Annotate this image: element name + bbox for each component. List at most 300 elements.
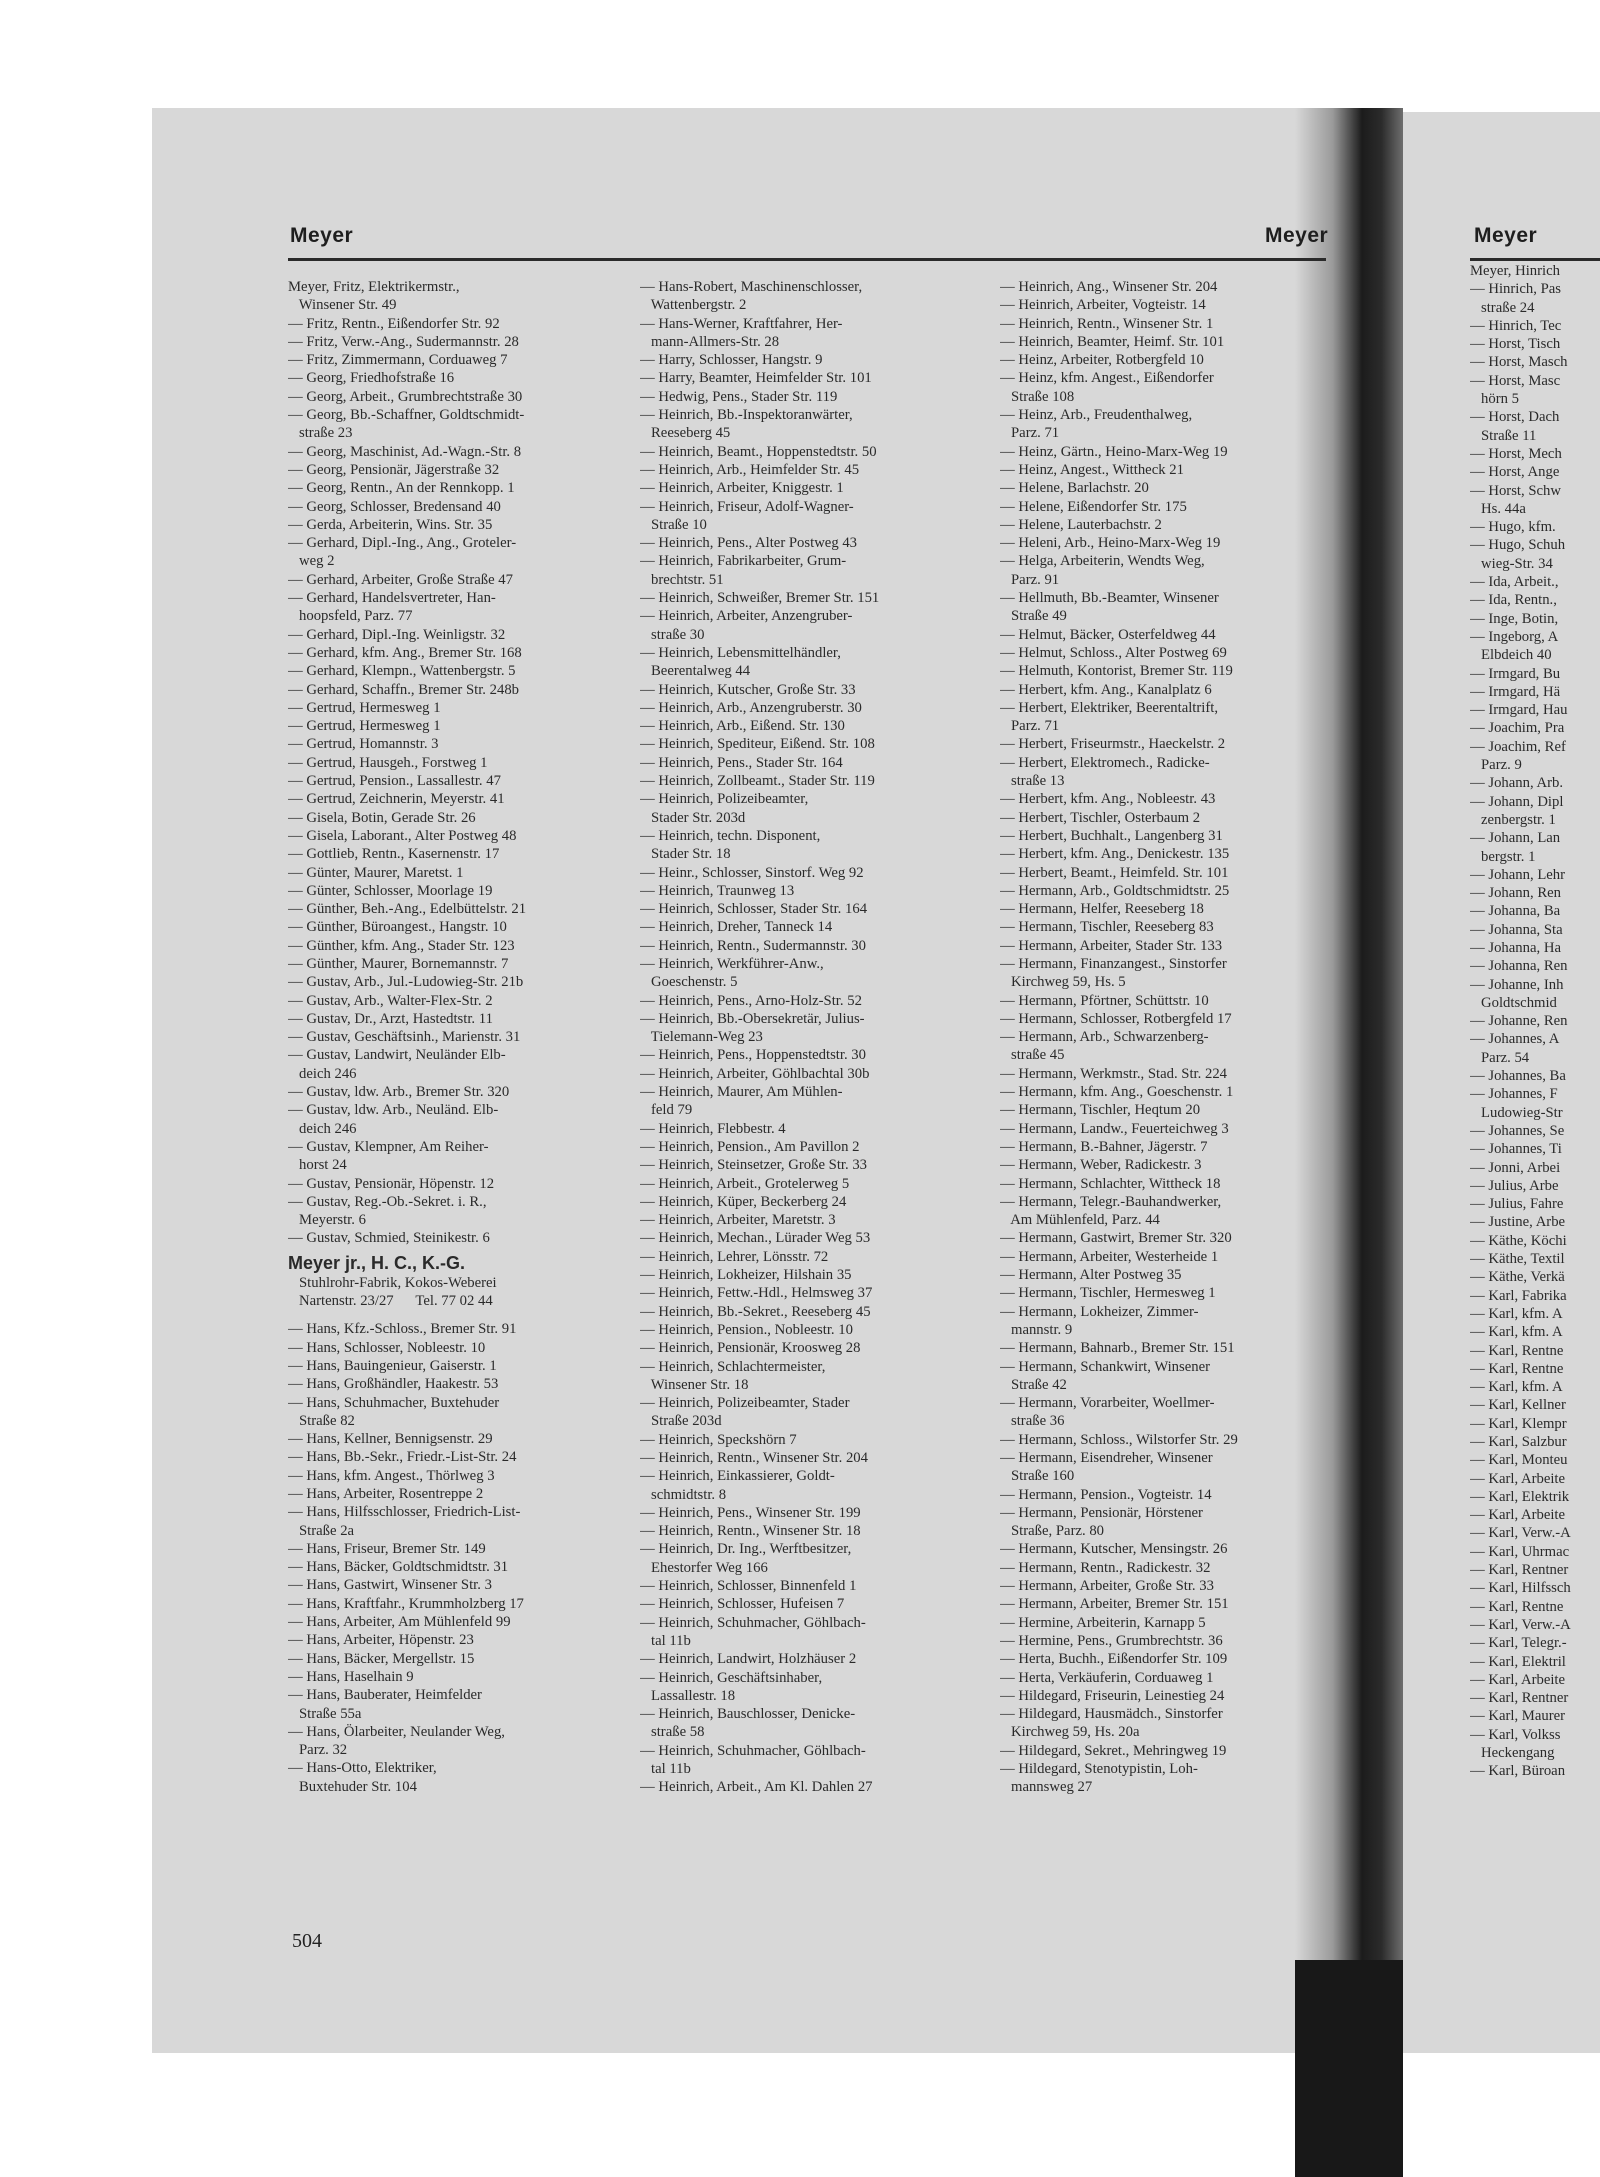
directory-entry: — Hermann, Arb., Goldtschmidtstr. 25 bbox=[1000, 882, 1230, 899]
directory-entry: — Hans, Hilfsschlosser, Friedrich-List- bbox=[288, 1504, 521, 1521]
directory-entry: — Hermann, Arbeiter, Westerheide 1 bbox=[1000, 1248, 1219, 1265]
directory-entry: — Hermann, Tischler, Reeseberg 83 bbox=[1000, 919, 1214, 936]
directory-entry: bergstr. 1 bbox=[1470, 848, 1536, 865]
directory-entry: — Heinrich, Rentn., Sudermannstr. 30 bbox=[640, 937, 866, 954]
section-gap bbox=[288, 1310, 618, 1320]
directory-entry: — Johanna, Ren bbox=[1470, 958, 1568, 975]
directory-entry: — Herta, Verkäuferin, Corduaweg 1 bbox=[1000, 1669, 1214, 1686]
directory-entry: — Günter, Maurer, Maretst. 1 bbox=[288, 864, 464, 881]
directory-entry: Straße 160 bbox=[1000, 1468, 1075, 1485]
directory-entry: — Horst, Dach bbox=[1470, 409, 1560, 426]
directory-entry: — Hildegard, Sekret., Mehringweg 19 bbox=[1000, 1742, 1227, 1759]
directory-entry: — Günther, Beh.-Ang., Edelbüttelstr. 21 bbox=[288, 901, 527, 918]
directory-entry: — Horst, Schw bbox=[1470, 482, 1561, 499]
directory-entry: — Gottlieb, Rentn., Kasernenstr. 17 bbox=[288, 846, 500, 863]
directory-entry: — Käthe, Textil bbox=[1470, 1251, 1565, 1268]
directory-entry: — Heinrich, Schlosser, Hufeisen 7 bbox=[640, 1596, 845, 1613]
directory-entry: — Hermann, Eisendreher, Winsener bbox=[1000, 1450, 1213, 1466]
directory-entry: — Heinrich, Zollbeamt., Stader Str. 119 bbox=[640, 773, 875, 790]
directory-entry: — Karl, Salzbur bbox=[1470, 1434, 1567, 1450]
directory-entry: — Gertrud, Hausgeh., Forstweg 1 bbox=[288, 754, 488, 771]
directory-entry: — Hermann, Helfer, Reeseberg 18 bbox=[1000, 901, 1204, 918]
directory-entry: — Hermann, Pförtner, Schüttstr. 10 bbox=[1000, 992, 1209, 1009]
directory-entry: Straße 82 bbox=[288, 1412, 355, 1429]
directory-entry: — Horst, Mech bbox=[1470, 445, 1562, 462]
directory-entry: horst 24 bbox=[288, 1157, 347, 1174]
directory-entry: — Gertrud, Pension., Lassallestr. 47 bbox=[288, 773, 501, 790]
directory-entry: — Hans, Kellner, Bennigsenstr. 29 bbox=[288, 1431, 493, 1448]
directory-entry: — Hans, Arbeiter, Höpenstr. 23 bbox=[288, 1632, 474, 1649]
directory-entry: — Johann, Dipl bbox=[1470, 793, 1564, 810]
directory-entry: Straße 2a bbox=[288, 1522, 355, 1539]
directory-entry: — Helmut, Schloss., Alter Postweg 69 bbox=[1000, 644, 1227, 661]
directory-entry: brechtstr. 51 bbox=[640, 571, 724, 588]
directory-entry: — Gustav, Dr., Arzt, Hastedtstr. 11 bbox=[288, 1010, 493, 1027]
directory-entry: — Heinrich, Beamter, Heimf. Str. 101 bbox=[1000, 333, 1225, 350]
directory-entry: — Hermann, Arbeiter, Große Str. 33 bbox=[1000, 1578, 1214, 1595]
directory-entry: — Gerhard, kfm. Ang., Bremer Str. 168 bbox=[288, 644, 522, 661]
directory-entry: — Heinrich, Schlosser, Binnenfeld 1 bbox=[640, 1578, 857, 1595]
directory-entry: — Julius, Arbe bbox=[1470, 1177, 1559, 1194]
directory-entry: — Heinrich, Fettw.-Hdl., Helmsweg 37 bbox=[640, 1285, 873, 1302]
directory-entry: — Karl, Rentner bbox=[1470, 1562, 1569, 1579]
directory-entry: — Karl, kfm. A bbox=[1470, 1324, 1563, 1341]
directory-entry: — Irmgard, Hau bbox=[1470, 702, 1568, 719]
directory-entry: — Johann, Lan bbox=[1470, 830, 1561, 847]
directory-entry: — Gerhard, Dipl.-Ing. Weinligstr. 32 bbox=[288, 626, 506, 643]
directory-entry: — Heinrich, Pensionär, Kroosweg 28 bbox=[640, 1340, 861, 1357]
directory-entry: — Karl, kfm. A bbox=[1470, 1305, 1563, 1322]
section-line-2: Nartenstr. 23/27 Tel. 77 02 44 bbox=[288, 1293, 493, 1310]
directory-entry: — Heinrich, Bb.-Inspektoranwärter, bbox=[640, 407, 853, 424]
directory-entry: — Heinrich, Schuhmacher, Göhlbach- bbox=[640, 1614, 866, 1631]
directory-entry: mannstr. 9 bbox=[1000, 1321, 1073, 1338]
directory-entry: — Heinrich, Flebbestr. 4 bbox=[640, 1120, 786, 1137]
directory-entry: — Hermann, Schankwirt, Winsener bbox=[1000, 1358, 1211, 1375]
directory-entry: — Karl, Büroan bbox=[1470, 1763, 1566, 1780]
directory-entry: — Hermann, Telegr.-Bauhandwerker, bbox=[1000, 1193, 1222, 1210]
directory-entry: straße 58 bbox=[640, 1724, 705, 1741]
directory-entry: — Johanne, Ren bbox=[1470, 1013, 1568, 1030]
directory-entry: — Hildegard, Friseurin, Leinestieg 24 bbox=[1000, 1687, 1225, 1704]
directory-entry: Parz. 71 bbox=[1000, 718, 1060, 735]
directory-entry: — Georg, Schlosser, Bredensand 40 bbox=[288, 498, 501, 515]
directory-entry: — Johann, Lehr bbox=[1470, 866, 1566, 883]
directory-entry: — Johannes, F bbox=[1470, 1086, 1558, 1103]
directory-entry: Kirchweg 59, Hs. 5 bbox=[1000, 974, 1126, 991]
directory-entry: tal 11b bbox=[640, 1632, 691, 1649]
directory-entry: Parz. 32 bbox=[288, 1742, 348, 1759]
directory-entry: — Heinrich, Küper, Beckerberg 24 bbox=[640, 1193, 847, 1210]
directory-entry: — Georg, Friedhofstraße 16 bbox=[288, 370, 455, 387]
directory-entry: — Hermann, Finanzangest., Sinstorfer bbox=[1000, 955, 1227, 972]
column-3 bbox=[1000, 278, 1330, 1797]
directory-entry: — Heinrich, Arbeiter, Göhlbachtal 30b bbox=[640, 1065, 870, 1082]
directory-entry: — Hinrich, Pas bbox=[1470, 281, 1561, 298]
directory-entry: — Karl, Verw.-A bbox=[1470, 1616, 1571, 1633]
directory-entry: — Georg, Pensionär, Jägerstraße 32 bbox=[288, 461, 500, 478]
directory-entry: — Heinrich, Spediteur, Eißend. Str. 108 bbox=[640, 736, 875, 753]
directory-entry: — Gustav, Arb., Walter-Flex-Str. 2 bbox=[288, 992, 493, 1009]
directory-entry: — Gerhard, Handelsvertreter, Han- bbox=[288, 590, 496, 607]
directory-entry: — Inge, Botin, bbox=[1470, 610, 1559, 627]
directory-entry: — Fritz, Verw.-Ang., Sudermannstr. 28 bbox=[288, 333, 519, 350]
directory-entry: — Hermine, Arbeiterin, Karnapp 5 bbox=[1000, 1614, 1206, 1631]
directory-entry: — Hermann, Arbeiter, Stader Str. 133 bbox=[1000, 937, 1223, 954]
directory-entry: — Fritz, Zimmermann, Corduaweg 7 bbox=[288, 352, 508, 369]
directory-entry: straße 30 bbox=[640, 626, 705, 643]
directory-entry: — Hermann, B.-Bahner, Jägerstr. 7 bbox=[1000, 1138, 1208, 1155]
directory-entry: — Irmgard, Hä bbox=[1470, 683, 1561, 700]
directory-entry: — Hermann, Tischler, Heqtum 20 bbox=[1000, 1102, 1201, 1119]
directory-entry: — Hermann, Landw., Feuerteichweg 3 bbox=[1000, 1120, 1229, 1137]
directory-entry: — Gerhard, Klempn., Wattenbergstr. 5 bbox=[288, 663, 516, 680]
directory-entry: — Heinrich, Dreher, Tanneck 14 bbox=[640, 919, 833, 936]
directory-entry: — Karl, Telegr.- bbox=[1470, 1635, 1567, 1652]
directory-entry: — Heinrich, Polizeibeamter, bbox=[640, 791, 809, 808]
directory-entry: — Johannes, Se bbox=[1470, 1122, 1565, 1139]
directory-entry: — Ida, Arbeit., bbox=[1470, 574, 1559, 591]
directory-entry: — Herbert, kfm. Ang., Kanalplatz 6 bbox=[1000, 681, 1212, 698]
directory-entry: — Heinrich, Arb., Heimfelder Str. 45 bbox=[640, 461, 860, 478]
directory-entry: — Johanne, Inh bbox=[1470, 976, 1564, 993]
directory-entry: — Heinrich, Bb.-Obersekretär, Julius- bbox=[640, 1010, 865, 1027]
directory-entry: — Günther, Büroangest., Hangstr. 10 bbox=[288, 919, 507, 936]
directory-entry: — Johann, Arb. bbox=[1470, 775, 1564, 792]
directory-entry: — Herbert, Friseurmstr., Haeckelstr. 2 bbox=[1000, 736, 1226, 753]
directory-entry: zenbergstr. 1 bbox=[1470, 811, 1556, 828]
directory-entry: Goldtschmid bbox=[1470, 994, 1557, 1011]
directory-entry: — Heinrich, Pens., Alter Postweg 43 bbox=[640, 535, 858, 552]
directory-entry: — Johannes, A bbox=[1470, 1031, 1560, 1048]
directory-entry: — Harry, Beamter, Heimfelder Str. 101 bbox=[640, 370, 872, 387]
directory-entry: hoopsfeld, Parz. 77 bbox=[288, 608, 413, 625]
directory-entry: Wattenbergstr. 2 bbox=[640, 297, 747, 314]
directory-entry: straße 23 bbox=[288, 425, 353, 442]
directory-entry: — Heinz, kfm. Angest., Eißendorfer bbox=[1000, 370, 1214, 387]
directory-entry: — Gustav, ldw. Arb., Bremer Str. 320 bbox=[288, 1084, 510, 1101]
directory-entry: — Karl, Hilfssch bbox=[1470, 1580, 1571, 1597]
directory-entry: — Heinrich, Mechan., Lürader Weg 53 bbox=[640, 1230, 871, 1247]
directory-entry: tal 11b bbox=[640, 1761, 691, 1778]
directory-entry: — Hans, kfm. Angest., Thörlweg 3 bbox=[288, 1467, 495, 1484]
directory-entry: — Karl, Volkss bbox=[1470, 1726, 1561, 1743]
directory-entry: — Johanna, Sta bbox=[1470, 921, 1563, 938]
directory-entry: Beerentalweg 44 bbox=[640, 663, 751, 680]
directory-entry: — Hans, Bauingenieur, Gaiserstr. 1 bbox=[288, 1357, 497, 1374]
directory-entry: Kirchweg 59, Hs. 20a bbox=[1000, 1724, 1140, 1741]
directory-entry: Ludowieg-Str bbox=[1470, 1104, 1563, 1121]
directory-entry: — Hans, Bauberater, Heimfelder bbox=[288, 1687, 482, 1704]
directory-entry: — Karl, kfm. A bbox=[1470, 1379, 1563, 1396]
directory-entry: — Hermann, Rentn., Radickestr. 32 bbox=[1000, 1559, 1211, 1576]
directory-entry: — Heinrich, Bauschlosser, Denicke- bbox=[640, 1706, 856, 1723]
running-header-left: Meyer bbox=[290, 224, 354, 247]
directory-entry: — Hans-Robert, Maschinenschlosser, bbox=[640, 279, 863, 295]
directory-entry: — Gerhard, Arbeiter, Große Straße 47 bbox=[288, 571, 513, 588]
directory-entry: — Heinr., Schlosser, Sinstorf. Weg 92 bbox=[640, 864, 864, 881]
directory-entry: — Heinrich, Speckshörn 7 bbox=[640, 1431, 797, 1448]
directory-entry: — Johannes, Ti bbox=[1470, 1141, 1562, 1158]
directory-entry: — Irmgard, Bu bbox=[1470, 665, 1561, 682]
directory-entry: — Hermann, Arbeiter, Bremer Str. 151 bbox=[1000, 1596, 1229, 1613]
directory-entry: — Heinrich, Beamt., Hoppenstedtstr. 50 bbox=[640, 443, 877, 460]
directory-entry: — Heinrich, Friseur, Adolf-Wagner- bbox=[640, 498, 854, 515]
directory-entry: — Herta, Buchh., Eißendorfer Str. 109 bbox=[1000, 1651, 1228, 1668]
column-2 bbox=[640, 278, 980, 1797]
directory-entry: — Hans, Kraftfahr., Krummholzberg 17 bbox=[288, 1595, 524, 1612]
directory-entry: — Hermann, Vorarbeiter, Woellmer- bbox=[1000, 1395, 1215, 1412]
directory-entry: — Justine, Arbe bbox=[1470, 1214, 1566, 1231]
directory-entry: Straße, Parz. 80 bbox=[1000, 1523, 1105, 1540]
directory-entry: — Horst, Masch bbox=[1470, 354, 1568, 371]
next-page-column bbox=[1470, 262, 1600, 1781]
directory-entry: — Hermann, Alter Postweg 35 bbox=[1000, 1267, 1182, 1284]
directory-entry: — Hermann, Werkmstr., Stad. Str. 224 bbox=[1000, 1065, 1228, 1082]
directory-entry: — Heinrich, Fabrikarbeiter, Grum- bbox=[640, 553, 847, 570]
header-rule bbox=[288, 258, 1326, 261]
directory-entry: Parz. 91 bbox=[1000, 571, 1060, 588]
directory-entry: Straße 11 bbox=[1470, 427, 1537, 444]
directory-entry: Hs. 44a bbox=[1470, 500, 1526, 517]
directory-entry: — Horst, Masc bbox=[1470, 372, 1561, 389]
directory-entry: — Georg, Rentn., An der Rennkopp. 1 bbox=[288, 480, 515, 497]
directory-entry: straße 24 bbox=[1470, 299, 1535, 316]
directory-entry: — Heinrich, Arbeit., Am Kl. Dahlen 27 bbox=[640, 1779, 873, 1796]
directory-entry: — Heinrich, Ang., Winsener Str. 204 bbox=[1000, 279, 1218, 295]
directory-entry: — Heinrich, Rentn., Winsener Str. 204 bbox=[640, 1450, 868, 1466]
directory-entry: — Karl, Monteu bbox=[1470, 1452, 1568, 1469]
directory-entry: — Herbert, kfm. Ang., Nobleestr. 43 bbox=[1000, 791, 1216, 808]
directory-entry: — Hermann, Pension., Vogteistr. 14 bbox=[1000, 1486, 1212, 1503]
directory-entry: Meyer, Hinrich bbox=[1470, 263, 1560, 279]
directory-entry: — Heinrich, Arbeit., Grotelerweg 5 bbox=[640, 1175, 850, 1192]
directory-entry: — Heinrich, Kutscher, Große Str. 33 bbox=[640, 681, 856, 698]
directory-entry: — Gerhard, Dipl.-Ing., Ang., Groteler- bbox=[288, 535, 517, 552]
directory-entry: — Heinrich, Rentn., Winsener Str. 18 bbox=[640, 1523, 861, 1540]
directory-entry: — Hinrich, Tec bbox=[1470, 317, 1562, 334]
directory-entry: Reeseberg 45 bbox=[640, 425, 731, 442]
directory-entry: — Karl, Rentne bbox=[1470, 1342, 1564, 1359]
directory-entry: — Heinrich, Arbeiter, Kniggestr. 1 bbox=[640, 480, 844, 497]
directory-entry: — Herbert, kfm. Ang., Denickestr. 135 bbox=[1000, 846, 1230, 863]
directory-entry: Straße 49 bbox=[1000, 608, 1067, 625]
directory-entry: — Hans, Großhändler, Haakestr. 53 bbox=[288, 1376, 499, 1393]
directory-entry: — Karl, Uhrmac bbox=[1470, 1543, 1570, 1560]
directory-entry: — Hildegard, Hausmädch., Sinstorfer bbox=[1000, 1706, 1223, 1723]
next-page-header-rule bbox=[1470, 258, 1600, 261]
directory-entry: — Heinrich, Schlosser, Stader Str. 164 bbox=[640, 901, 868, 918]
directory-entry: Goeschenstr. 5 bbox=[640, 974, 738, 991]
directory-entry: — Ida, Rentn., bbox=[1470, 592, 1557, 609]
directory-entry: — Hans, Schlosser, Nobleestr. 10 bbox=[288, 1339, 486, 1356]
directory-entry: — Gustav, Schmied, Steinikestr. 6 bbox=[288, 1230, 490, 1247]
directory-entry: — Gertrud, Homannstr. 3 bbox=[288, 736, 439, 753]
directory-entry: — Gustav, Landwirt, Neuländer Elb- bbox=[288, 1047, 506, 1064]
directory-entry: — Hedwig, Pens., Stader Str. 119 bbox=[640, 388, 838, 405]
directory-entry: — Hans, Bäcker, Mergellstr. 15 bbox=[288, 1650, 475, 1667]
directory-entry: — Herbert, Tischler, Osterbaum 2 bbox=[1000, 809, 1201, 826]
directory-entry: schmidtstr. 8 bbox=[640, 1486, 727, 1503]
directory-entry: — Hans, Ölarbeiter, Neulander Weg, bbox=[288, 1723, 505, 1740]
directory-entry: — Hans, Kfz.-Schloss., Bremer Str. 91 bbox=[288, 1321, 517, 1338]
directory-entry: — Helene, Lauterbachstr. 2 bbox=[1000, 516, 1162, 533]
directory-entry: — Karl, Klempr bbox=[1470, 1415, 1567, 1432]
directory-entry: — Heinrich, Pens., Winsener Str. 199 bbox=[640, 1504, 861, 1521]
directory-entry: — Gisela, Botin, Gerade Str. 26 bbox=[288, 809, 476, 826]
directory-entry: — Käthe, Köchi bbox=[1470, 1232, 1567, 1249]
directory-entry: — Heinrich, Maurer, Am Mühlen- bbox=[640, 1084, 843, 1101]
directory-entry: — Helene, Barlachstr. 20 bbox=[1000, 480, 1149, 497]
directory-entry: — Karl, Arbeite bbox=[1470, 1470, 1566, 1487]
running-header-right: Meyer bbox=[1265, 224, 1329, 247]
directory-entry: — Heinrich, Lehrer, Lönsstr. 72 bbox=[640, 1248, 829, 1265]
directory-entry: hörn 5 bbox=[1470, 391, 1519, 408]
directory-entry: — Heinrich, Schlachtermeister, bbox=[640, 1358, 826, 1375]
directory-entry: — Heinrich, Schuhmacher, Göhlbach- bbox=[640, 1742, 866, 1759]
directory-entry: Parz. 71 bbox=[1000, 425, 1060, 442]
directory-entry: — Karl, Fabrika bbox=[1470, 1287, 1567, 1304]
directory-entry: Am Mühlenfeld, Parz. 44 bbox=[1000, 1212, 1160, 1229]
directory-entry: — Heinrich, Pension., Am Pavillon 2 bbox=[640, 1138, 860, 1155]
directory-entry: — Julius, Fahre bbox=[1470, 1196, 1564, 1213]
directory-entry: — Heinrich, Lebensmittelhändler, bbox=[640, 644, 841, 661]
directory-entry: — Heinrich, techn. Disponent, bbox=[640, 827, 821, 844]
directory-entry: — Joachim, Pra bbox=[1470, 720, 1565, 737]
directory-entry: — Hans, Bb.-Sekr., Friedr.-List-Str. 24 bbox=[288, 1449, 517, 1466]
directory-entry: Stader Str. 18 bbox=[640, 846, 731, 863]
directory-entry: — Heinrich, Werkführer-Anw., bbox=[640, 955, 824, 972]
directory-entry: straße 45 bbox=[1000, 1047, 1065, 1064]
directory-entry: — Gustav, Pensionär, Höpenstr. 12 bbox=[288, 1175, 495, 1192]
directory-entry: — Heinrich, Landwirt, Holzhäuser 2 bbox=[640, 1651, 857, 1668]
directory-entry: — Heinz, Angest., Wittheck 21 bbox=[1000, 461, 1184, 478]
directory-entry: — Hermann, Gastwirt, Bremer Str. 320 bbox=[1000, 1230, 1232, 1247]
directory-entry: — Hans, Schuhmacher, Buxtehuder bbox=[288, 1394, 500, 1411]
directory-entry: — Gertrud, Zeichnerin, Meyerstr. 41 bbox=[288, 791, 505, 808]
directory-entry: Lassallestr. 18 bbox=[640, 1687, 736, 1704]
directory-entry: — Heinrich, Pens., Stader Str. 164 bbox=[640, 754, 843, 771]
directory-entry: — Horst, Tisch bbox=[1470, 336, 1561, 353]
directory-entry: — Karl, Arbeite bbox=[1470, 1671, 1566, 1688]
directory-entry: — Hermann, Schlachter, Wittheck 18 bbox=[1000, 1175, 1221, 1192]
directory-entry: — Hildegard, Stenotypistin, Loh- bbox=[1000, 1761, 1198, 1778]
directory-entry: — Gertrud, Hermesweg 1 bbox=[288, 699, 441, 716]
directory-entry: — Harry, Schlosser, Hangstr. 9 bbox=[640, 352, 823, 369]
column-1 bbox=[288, 278, 618, 1796]
directory-entry: — Heinrich, Geschäftsinhaber, bbox=[640, 1669, 823, 1686]
directory-entry: deich 246 bbox=[288, 1065, 357, 1082]
directory-entry: — Heinrich, Polizeibeamter, Stader bbox=[640, 1395, 850, 1412]
directory-entry: — Heinrich, Rentn., Winsener Str. 1 bbox=[1000, 315, 1214, 332]
directory-entry: wieg-Str. 34 bbox=[1470, 555, 1553, 572]
directory-entry: Buxtehuder Str. 104 bbox=[288, 1778, 417, 1795]
book-spine-bottom bbox=[1295, 1960, 1403, 2177]
directory-entry: — Georg, Maschinist, Ad.-Wagn.-Str. 8 bbox=[288, 443, 522, 460]
directory-entry: — Hugo, Schuh bbox=[1470, 537, 1566, 554]
directory-entry: — Joachim, Ref bbox=[1470, 738, 1566, 755]
directory-entry: — Helene, Eißendorfer Str. 175 bbox=[1000, 498, 1187, 515]
directory-entry: — Hans-Werner, Kraftfahrer, Her- bbox=[640, 315, 843, 332]
directory-entry: — Hans, Bäcker, Goldtschmidtstr. 31 bbox=[288, 1559, 509, 1576]
directory-entry: — Heinrich, Schweißer, Bremer Str. 151 bbox=[640, 590, 880, 607]
directory-entry: — Hans, Friseur, Bremer Str. 149 bbox=[288, 1540, 486, 1557]
directory-entry: Winsener Str. 49 bbox=[288, 297, 397, 314]
page-number: 504 bbox=[292, 1930, 322, 1952]
directory-entry: deich 246 bbox=[288, 1120, 357, 1137]
directory-entry: — Hermann, Weber, Radickestr. 3 bbox=[1000, 1157, 1202, 1174]
directory-entry: — Herbert, Beamt., Heimfeld. Str. 101 bbox=[1000, 864, 1229, 881]
directory-entry: — Käthe, Verkä bbox=[1470, 1269, 1565, 1286]
directory-entry: — Günther, Maurer, Bornemannstr. 7 bbox=[288, 955, 509, 972]
directory-entry: — Ingeborg, A bbox=[1470, 628, 1559, 645]
directory-entry: — Herbert, Buchhalt., Langenberg 31 bbox=[1000, 827, 1223, 844]
directory-entry: Meyer, Fritz, Elektrikermstr., bbox=[288, 279, 460, 295]
directory-entry: — Gustav, Reg.-Ob.-Sekret. i. R., bbox=[288, 1193, 487, 1210]
directory-entry: — Heinrich, Pens., Hoppenstedtstr. 30 bbox=[640, 1047, 866, 1064]
directory-entry: — Georg, Bb.-Schaffner, Goldtschmidt- bbox=[288, 407, 525, 424]
directory-entry: — Gustav, Arb., Jul.-Ludowieg-Str. 21b bbox=[288, 974, 524, 991]
directory-entry: — Helga, Arbeiterin, Wendts Weg, bbox=[1000, 553, 1205, 570]
directory-entry: — Hermann, Schloss., Wilstorfer Str. 29 bbox=[1000, 1431, 1238, 1448]
directory-entry: — Heinrich, Arb., Eißend. Str. 130 bbox=[640, 718, 845, 735]
directory-entry: — Johanna, Ba bbox=[1470, 903, 1561, 920]
directory-entry: — Hans, Arbeiter, Rosentreppe 2 bbox=[288, 1486, 484, 1502]
directory-entry: mann-Allmers-Str. 28 bbox=[640, 333, 780, 350]
directory-entry: — Johann, Ren bbox=[1470, 885, 1561, 902]
directory-entry: Parz. 54 bbox=[1470, 1049, 1530, 1066]
directory-entry: — Heinrich, Dr. Ing., Werftbesitzer, bbox=[640, 1541, 852, 1558]
directory-entry: — Karl, Maurer bbox=[1470, 1708, 1566, 1725]
directory-entry: — Heinz, Arbeiter, Rotbergfeld 10 bbox=[1000, 352, 1204, 369]
directory-entry: — Heinrich, Steinsetzer, Große Str. 33 bbox=[640, 1157, 868, 1174]
directory-entry: — Karl, Rentne bbox=[1470, 1360, 1564, 1377]
directory-entry: — Karl, Kellner bbox=[1470, 1397, 1566, 1414]
directory-entry: — Heinrich, Bb.-Sekret., Reeseberg 45 bbox=[640, 1303, 871, 1320]
directory-entry: — Günther, kfm. Ang., Stader Str. 123 bbox=[288, 937, 515, 954]
directory-entry: — Heinrich, Arbeiter, Anzengruber- bbox=[640, 608, 853, 625]
directory-entry: Straße 108 bbox=[1000, 388, 1075, 405]
directory-entry: — Heinrich, Traunweg 13 bbox=[640, 882, 795, 899]
directory-entry: Winsener Str. 18 bbox=[640, 1376, 749, 1393]
directory-entry: — Hermann, Arb., Schwarzenberg- bbox=[1000, 1029, 1209, 1046]
column-1-entries-b bbox=[288, 1320, 618, 1796]
directory-entry: Parz. 9 bbox=[1470, 757, 1522, 774]
directory-entry: — Heinz, Arb., Freudenthalweg, bbox=[1000, 407, 1193, 424]
directory-entry: — Gerhard, Schaffn., Bremer Str. 248b bbox=[288, 681, 520, 698]
directory-entry: Straße 42 bbox=[1000, 1376, 1067, 1393]
directory-entry: — Hermann, kfm. Ang., Goeschenstr. 1 bbox=[1000, 1084, 1234, 1101]
directory-entry: — Heleni, Arb., Heino-Marx-Weg 19 bbox=[1000, 535, 1221, 552]
directory-entry: — Karl, Rentner bbox=[1470, 1690, 1569, 1707]
directory-entry: — Karl, Rentne bbox=[1470, 1598, 1564, 1615]
directory-entry: — Karl, Verw.-A bbox=[1470, 1525, 1571, 1542]
directory-entry: — Herbert, Elektromech., Radicke- bbox=[1000, 754, 1210, 771]
directory-entry: Straße 203d bbox=[640, 1413, 722, 1430]
directory-entry: Ehestorfer Weg 166 bbox=[640, 1559, 768, 1576]
directory-entry: — Hugo, kfm. bbox=[1470, 519, 1556, 536]
directory-entry: — Heinrich, Pens., Arno-Holz-Str. 52 bbox=[640, 992, 862, 1009]
directory-entry: — Karl, Elektrik bbox=[1470, 1488, 1570, 1505]
directory-entry: — Georg, Arbeit., Grumbrechtstraße 30 bbox=[288, 388, 523, 405]
directory-entry: — Hermann, Kutscher, Mensingstr. 26 bbox=[1000, 1541, 1228, 1558]
directory-entry: — Hans, Gastwirt, Winsener Str. 3 bbox=[288, 1577, 492, 1594]
directory-entry: Stader Str. 203d bbox=[640, 809, 746, 826]
directory-entry: Elbdeich 40 bbox=[1470, 647, 1552, 664]
next-page-header: Meyer bbox=[1474, 224, 1538, 247]
directory-entry: Straße 55a bbox=[288, 1705, 362, 1722]
directory-entry: — Heinrich, Arbeiter, Maretstr. 3 bbox=[640, 1212, 836, 1229]
